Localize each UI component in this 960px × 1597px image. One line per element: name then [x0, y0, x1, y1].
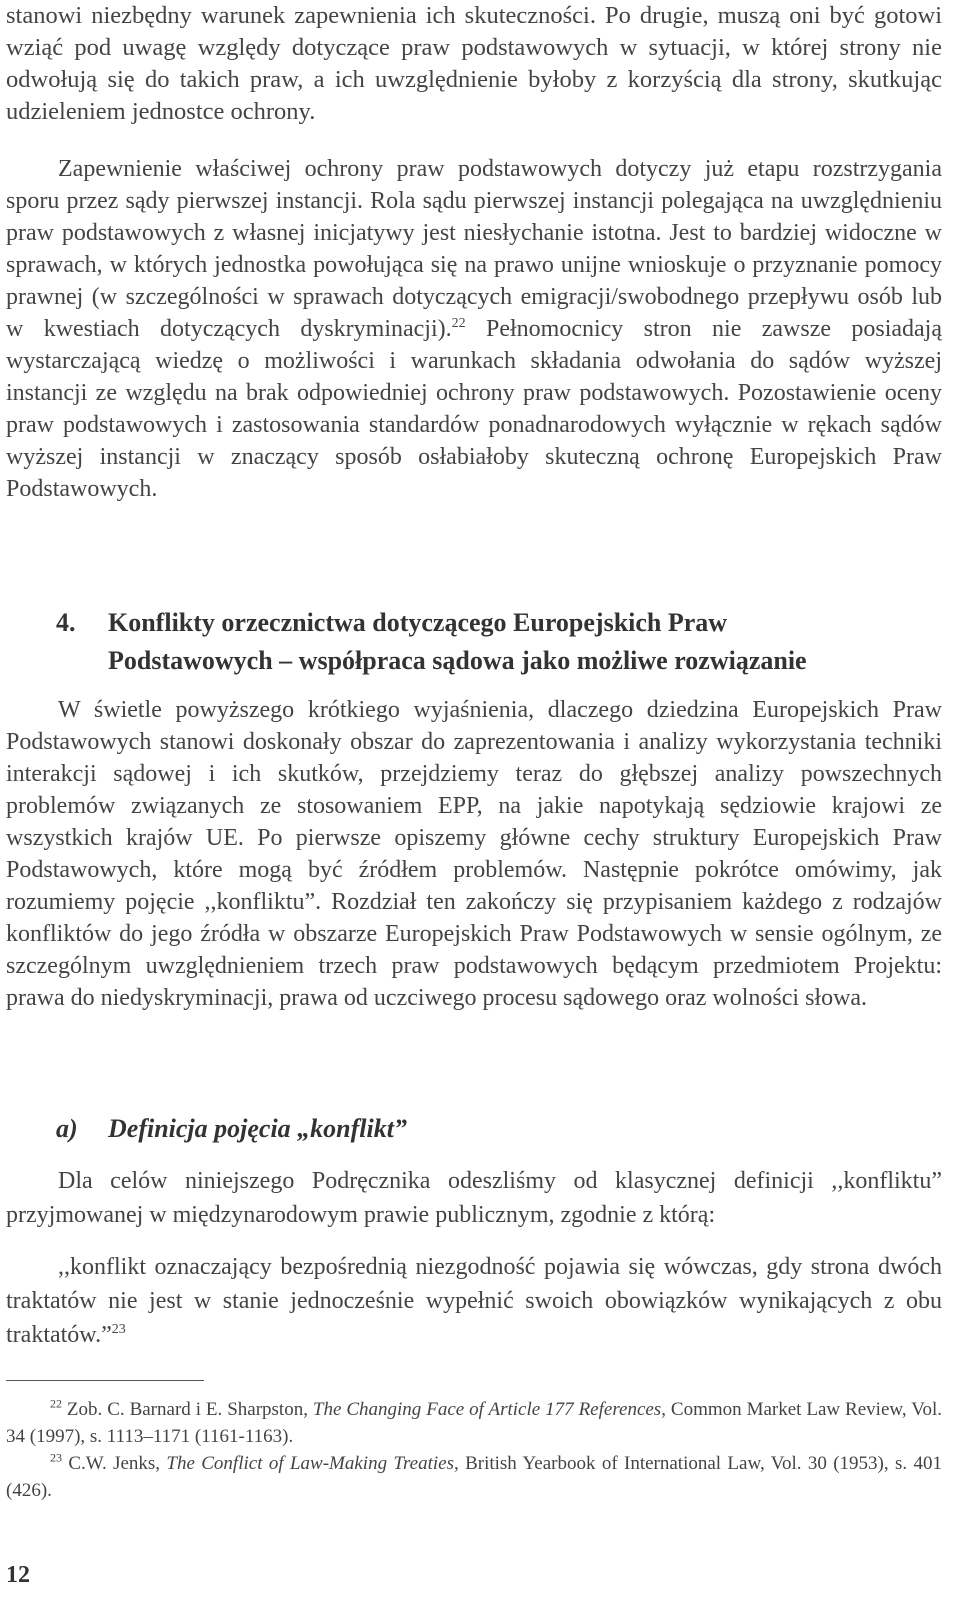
section-number: 4.: [56, 608, 76, 637]
paragraph-continuation: [6, 0, 942, 128]
section-heading: [56, 604, 956, 680]
page-number: 12: [6, 1562, 30, 1588]
footnote-cited-title: The Conflict of Law-Making Treaties: [166, 1453, 454, 1474]
paragraph-section-intro: [6, 694, 942, 1014]
footnote-number: 22: [50, 1396, 62, 1411]
paragraph-text: Dla celów niniejszego Podręcznika odeszliśmy od klasycznej definicji ,,konfliktu” przyjmowanej w międzynarodowym prawie publicznym, zgodnie z którą:: [6, 1168, 942, 1228]
paragraph-text: stanowi niezbędny warunek zapewnienia ich skuteczności. Po drugie, muszą oni być gotowi wziąć pod uwagę względy dotyczące praw podstawowych w sytuacji, w której strony nie odwołują się do takich praw, a ich uwzględnienie byłoby z korzyścią dla strony, skutkując udzieleniem jednostce ochrony.: [6, 2, 942, 125]
footnote-text: Zob. C. Barnard i E. Sharpston,: [62, 1399, 313, 1420]
subsection-heading: [56, 1112, 856, 1146]
footnote-text: , Common Market Law Review, Vol. 34 (1997), s. 1113–1171 (1161-1163).: [6, 1399, 943, 1447]
footnote-divider: [6, 1380, 204, 1381]
paragraph-definition-quote: [6, 1250, 942, 1352]
paragraph-text: Pełnomocnicy stron nie zawsze posiadają wystarczającą wiedzę o możliwości i warunkach składania odwołania do sądów wyższej instancji ze względu na brak odpowiedniej ochrony praw podstawowych. Pozostawienie oceny praw podstawowych i zastosowania standardów ponadnarodowych wyłącznie w rękach sądów wyższej instancji w znaczący sposób osłabiałoby skuteczną ochronę Europejskich Praw Podstawowych.: [6, 316, 942, 502]
section-title-line1: Konflikty orzecznictwa dotyczącego Europejskich Praw: [108, 608, 728, 637]
footnote-text: , British Yearbook of International Law, Vol. 30 (1953), s. 401 (426).: [6, 1453, 942, 1501]
paragraph-fundamental-rights-first-instance: [6, 153, 942, 505]
paragraph-definition-intro: [6, 1164, 942, 1232]
footnote-reference-23[interactable]: 23: [111, 1322, 126, 1337]
paragraph-text: W świetle powyższego krótkiego wyjaśnienia, dlaczego dziedzina Europejskich Praw Podstawowych stanowi doskonały obszar do zaprezentowania i analizy wykorzystania techniki interakcji sądowej i ich skutków, przejdziemy teraz do głębszej analizy powszechnych problemów związanych ze stosowaniem EPP, na jakie napotykają sędziowie krajowi ze wszystkich krajów UE. Po pierwsze opiszemy główne cechy struktury Europejskich Praw Podstawowych, które mogą być źródłem problemów. Następnie pokrótce omówimy, jak rozumiemy pojęcie ,,konfliktu”. Rozdział ten zakończy się przypisaniem każdego z rodzajów konfliktów do jego źródła w obszarze Europejskich Praw Podstawowych w sensie ogólnym, ze szczególnym uwzględnieniem trzech praw podstawowych będącym przedmiotem Projektu: prawa do niedyskryminacji, prawa od uczciwego procesu sądowego oraz wolności słowa.: [6, 697, 942, 1011]
footnote-number: 23: [50, 1450, 62, 1465]
section-title-line2: Podstawowych – współpraca sądowa jako możliwe rozwiązanie: [108, 646, 807, 675]
paragraph-text: ,,konflikt oznaczający bezpośrednią niezgodność pojawia się wówczas, gdy strona dwóch traktatów nie jest w stanie jednocześnie wypełnić swoich obowiązków wynikających z obu traktatów.”: [6, 1254, 942, 1348]
footnote-text: C.W. Jenks,: [62, 1453, 167, 1474]
footnote-reference-22[interactable]: 22: [451, 316, 466, 331]
footnote-22: [6, 1396, 942, 1450]
footnote-cited-title: The Changing Face of Article 177 References: [312, 1399, 662, 1420]
subsection-label: a): [56, 1114, 78, 1143]
footnote-23: [6, 1450, 942, 1504]
paragraph-text: Zapewnienie właściwej ochrony praw podstawowych dotyczy już etapu rozstrzygania sporu przez sądy pierwszej instancji. Rola sądu pierwszej instancji polegająca na uwzględnieniu praw podstawowych z własnej inicjatywy jest niesłychanie istotna. Jest to bardziej widoczne w sprawach, w których jednostka powołująca się na prawo unijne wnioskuje o przyznanie pomocy prawnej (w szczególności w sprawach dotyczących emigracji/swobodnego przepływu osób lub w kwestiach dotyczących dyskryminacji).: [6, 156, 942, 342]
subsection-title: Definicja pojęcia „konflikt”: [108, 1114, 407, 1143]
